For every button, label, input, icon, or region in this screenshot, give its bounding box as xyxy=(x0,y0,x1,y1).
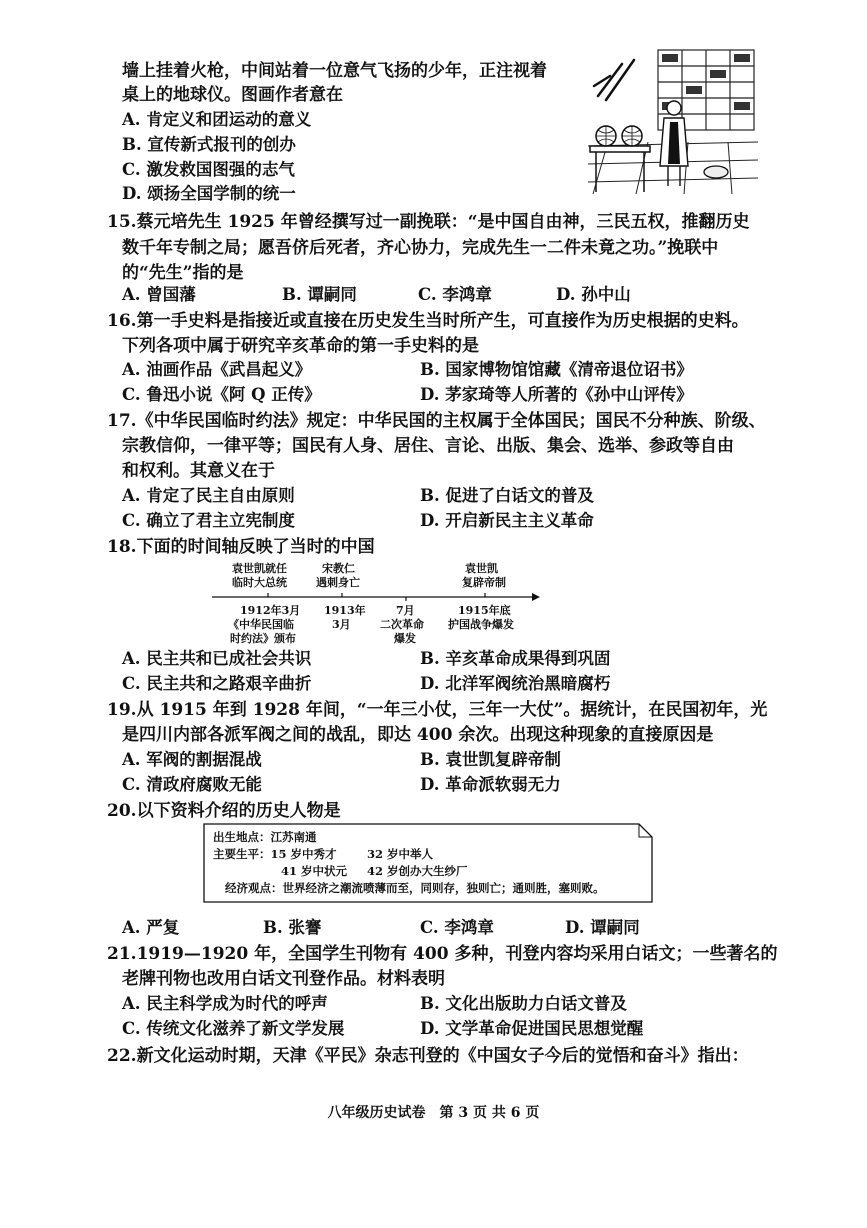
q21-stem-line2: 老牌刊物也改用白话文刊登作品。材料表明 xyxy=(122,969,445,989)
box-birthplace: 出生地点：江苏南通 xyxy=(213,830,317,844)
q14-option-d[interactable]: D. 颂扬全国学制的统一 xyxy=(122,184,296,203)
q16-option-b[interactable]: B. 国家博物馆馆藏《清帝退位诏书》 xyxy=(420,360,693,379)
q16-option-a[interactable]: A. 油画作品《武昌起义》 xyxy=(122,360,312,379)
q14-option-c[interactable]: C. 激发救国图强的志气 xyxy=(122,160,295,179)
q14-stem-line2: 桌上的地球仪。图画作者意在 xyxy=(122,85,343,105)
timeline-date-1913-month: 3月 xyxy=(332,618,351,631)
q17-option-a[interactable]: A. 肯定了民主自由原则 xyxy=(122,486,295,505)
timeline-label-song-1: 宋教仁 xyxy=(322,562,355,575)
timeline-label-yuan-restore-2: 复辟帝制 xyxy=(462,576,506,589)
timeline-event-1915: 护国战争爆发 xyxy=(448,618,514,631)
q16-option-c[interactable]: C. 鲁迅小说《阿 Q 正传》 xyxy=(122,385,321,404)
timeline-event-1912-1: 《中华民国临 xyxy=(228,618,294,631)
q14-option-a[interactable]: A. 肯定义和团运动的意义 xyxy=(122,110,312,129)
q14-option-b[interactable]: B. 宣传新式报刊的创办 xyxy=(122,135,296,154)
youth-globe-illustration xyxy=(588,46,758,196)
q15-option-b[interactable]: B. 谭嗣同 xyxy=(282,285,357,304)
timeline-date-1913: 1913年 xyxy=(324,604,366,617)
q21-stem-line1: 21.1919—1920 年，全国学生刊物有 400 多种，刊登内容均采用白话文；一些著名的 xyxy=(107,944,778,964)
q17-stem-line2: 宗教信仰，一律平等；国民有人身、居住、言论、出版、集会、选举、参政等自由 xyxy=(122,436,734,456)
q21-option-c[interactable]: C. 传统文化滋养了新文学发展 xyxy=(122,1019,345,1038)
q18-option-c[interactable]: C. 民主共和之路艰辛曲折 xyxy=(122,674,312,693)
timeline-date-1915: 1915年底 xyxy=(458,604,511,617)
timeline-date-july: 7月 xyxy=(396,604,415,617)
timeline-event-1912-2: 时约法》颁布 xyxy=(230,632,296,645)
q17-option-b[interactable]: B. 促进了白话文的普及 xyxy=(420,486,594,505)
q20-option-b[interactable]: B. 张謇 xyxy=(263,918,322,937)
q19-stem-line2: 是四川内部各派军阀之间的战乱，即达 400 余次。出现这种现象的直接原因是 xyxy=(122,725,714,745)
q15-option-d[interactable]: D. 孙中山 xyxy=(556,285,631,304)
timeline-label-yuan-restore-1: 袁世凯 xyxy=(465,562,498,575)
timeline-event-second-revolution-1: 二次革命 xyxy=(380,618,424,631)
page-footer: 八年级历史试卷 第 3 页 共 6 页 xyxy=(327,1105,540,1121)
q20-option-a[interactable]: A. 严复 xyxy=(122,918,180,937)
q16-stem-line1: 16.第一手史料是指接近或直接在历史发生当时所产生，可直接作为历史根据的史料。 xyxy=(107,311,749,331)
q19-option-d[interactable]: D. 革命派软弱无力 xyxy=(420,775,561,794)
q20-info-box xyxy=(203,823,653,903)
q17-stem-line1: 17.《中华民国临时约法》规定：中华民国的主权属于全体国民；国民不分种族、阶级、 xyxy=(107,411,766,431)
q18-option-d[interactable]: D. 北洋军阀统治黑暗腐朽 xyxy=(420,674,611,693)
q17-stem-line3: 和权利。其意义在于 xyxy=(122,461,275,481)
q15-stem-line3: 的“先生”指的是 xyxy=(122,263,244,283)
q15-stem-line2: 数千年专制之局；愿吾侪后死者，齐心协力，完成先生一二件未竟之功。”挽联中 xyxy=(122,238,719,258)
q15-stem-line1: 15.蔡元培先生 1925 年曾经撰写过一副挽联：“是中国自由神，三民五权，推翻历史 xyxy=(107,212,750,232)
q14-stem-line1: 墙上挂着火枪，中间站着一位意气飞扬的少年，正注视着 xyxy=(122,61,547,81)
timeline-label-yuan-president-2: 临时大总统 xyxy=(232,576,287,589)
q19-option-a[interactable]: A. 军阀的割据混战 xyxy=(122,750,262,769)
q18-stem-line1: 18.下面的时间轴反映了当时的中国 xyxy=(107,537,375,557)
box-life-32: 32 岁中举人 xyxy=(367,847,434,861)
q19-option-c[interactable]: C. 清政府腐败无能 xyxy=(122,775,262,794)
q16-option-d[interactable]: D. 茅家琦等人所著的《孙中山评传》 xyxy=(420,385,693,404)
timeline xyxy=(210,562,540,652)
q21-option-d[interactable]: D. 文学革命促进国民思想觉醒 xyxy=(420,1019,644,1038)
q21-option-b[interactable]: B. 文化出版助力白话文普及 xyxy=(420,994,627,1013)
q19-stem-line1: 19.从 1915 年到 1928 年间，“一年三小仗，三年一大仗”。据统计，在民国初年，光 xyxy=(107,700,768,720)
q18-option-b[interactable]: B. 辛亥革命成果得到巩固 xyxy=(420,649,611,668)
box-life-42: 42 岁创办大生纱厂 xyxy=(367,864,468,878)
q17-option-c[interactable]: C. 确立了君主立宪制度 xyxy=(122,511,295,530)
q19-option-b[interactable]: B. 袁世凯复辟帝制 xyxy=(420,750,561,769)
q15-option-a[interactable]: A. 曾国藩 xyxy=(122,285,196,304)
q20-option-c[interactable]: C. 李鸿章 xyxy=(420,918,494,937)
timeline-label-yuan-president-1: 袁世凯就任 xyxy=(232,562,287,575)
timeline-axis xyxy=(210,590,540,604)
q22-stem-line1: 22.新文化运动时期，天津《平民》杂志刊登的《中国女子今后的觉悟和奋斗》指出： xyxy=(107,1046,749,1066)
q15-option-c[interactable]: C. 李鸿章 xyxy=(418,285,492,304)
timeline-label-song-2: 遇刺身亡 xyxy=(316,576,360,589)
box-economic-view: 经济观点：世界经济之潮流喷薄而至，同则存，独则亡；通则胜，塞则败。 xyxy=(225,881,605,895)
timeline-event-second-revolution-2: 爆发 xyxy=(394,632,416,645)
q18-option-a[interactable]: A. 民主共和已成社会共识 xyxy=(122,649,312,668)
box-life-41: 41 岁中状元 xyxy=(281,864,348,878)
q17-option-d[interactable]: D. 开启新民主主义革命 xyxy=(420,511,594,530)
q20-stem-line1: 20.以下资料介绍的历史人物是 xyxy=(107,801,341,821)
timeline-date-1912: 1912年3月 xyxy=(240,604,301,617)
q16-stem-line2: 下列各项中属于研究辛亥革命的第一手史料的是 xyxy=(122,336,479,356)
q21-option-a[interactable]: A. 民主科学成为时代的呼声 xyxy=(122,994,328,1013)
box-life-15: 主要生平：15 岁中秀才 xyxy=(213,847,337,861)
q20-option-d[interactable]: D. 谭嗣同 xyxy=(565,918,640,937)
